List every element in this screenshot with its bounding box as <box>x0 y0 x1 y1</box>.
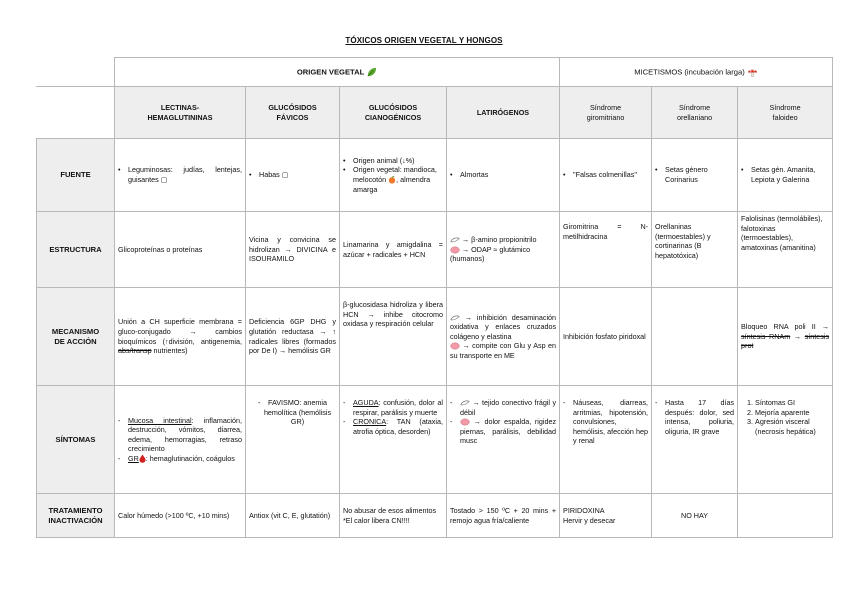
corner-cell <box>37 58 115 87</box>
sintomas-pea-text: → tejido conectivo frágil y débil <box>460 398 557 417</box>
group-header-vegetal <box>115 58 560 87</box>
sintomas-gr <box>128 454 242 464</box>
cell-sintomas-faloideo <box>738 386 833 494</box>
brain-icon <box>450 246 460 254</box>
pea-pod-icon-3 <box>460 399 470 407</box>
sintomas-cronica-title: CRONICA <box>353 417 387 427</box>
col-lectinas: LECTINAS- HEMAGLUTININAS <box>115 87 246 139</box>
mecanismo-pea-line <box>450 313 556 342</box>
group-micetismos-label: MICETISMOS (incubación larga) <box>634 67 745 76</box>
estructura-brain-line <box>450 245 556 264</box>
page-title: TÓXICOS ORIGEN VEGETAL Y HONGOS <box>345 36 503 45</box>
row-label-estructura: ESTRUCTURA <box>37 212 115 288</box>
sintomas-faloideo-1: 1. Síntomas GI <box>755 398 829 408</box>
group-vegetal-label: ORIGEN VEGETAL <box>296 67 365 76</box>
cell-tratamiento-faloideo <box>738 494 833 538</box>
tratamiento-cianogenicos-text: No abusar de esos alimentos <box>343 505 437 515</box>
cell-tratamiento-giromitriano <box>560 494 652 538</box>
sintomas-aguda-title: AGUDA <box>353 398 379 407</box>
sintomas-favismo: - FAVISMO: anemia hemolítica (hemólisis GR) <box>259 398 336 427</box>
mecanismo-lectinas-strike: abs/transp <box>118 346 152 356</box>
estructura-pea-line <box>450 235 556 245</box>
cell-mecanismo-favicos: Deficiencia 6GP DHG y glutatión reductasa → ↑ radicales libres (formados por De I) → hemólisis GR <box>246 288 340 386</box>
sintomas-faloideo-2: 2. Mejoría aparente <box>755 408 829 418</box>
cell-tratamiento-lectinas: Calor húmedo (>100 ºC, +10 mins) <box>115 494 246 538</box>
cell-estructura-latirogenos <box>447 212 560 288</box>
sintomas-brain <box>460 417 556 446</box>
peach-icon <box>388 176 396 184</box>
cell-sintomas-giromitriano <box>560 386 652 494</box>
mushroom-icon <box>747 67 758 78</box>
col-faloideo: Síndrome faloideo <box>738 87 833 139</box>
sintomas-mucosa <box>128 416 242 454</box>
col-orellaniano: Síndrome orellaniano <box>652 87 738 139</box>
corner-cell-2 <box>37 87 115 139</box>
fuente-origen-vegetal-text-2: , almendra amarga <box>353 175 431 194</box>
cell-mecanismo-latirogenos <box>447 288 560 386</box>
mecanismo-pea-text: → inhibición desaminación oxidativa y enlaces cruzados colágeno y elastina <box>450 312 557 341</box>
fuente-latirogenos-text: • Almortas <box>460 170 556 180</box>
fuente-lectinas-text: • Leguminosas: judías, lentejas, guisantes ▢ <box>128 165 242 184</box>
cell-mecanismo-orellaniano <box>652 288 738 386</box>
sintomas-gr-text: : hemaglutinación, coágulos <box>145 453 235 463</box>
sintomas-orellaniano-text: - Hasta 17 días después: dolor, sed intensa, poliuria, oliguria, IR grave <box>665 398 734 436</box>
brain-icon-3 <box>460 418 470 426</box>
estructura-brain-text: → ODAP ≈ glutámico (humanos) <box>450 244 531 264</box>
sintomas-gr-title: GR <box>128 453 139 463</box>
tratamiento-cianogenicos-note: *El calor libera CN!!!! <box>343 515 410 525</box>
col-cianogenicos: GLUCÓSIDOS CIANOGÉNICOS <box>340 87 447 139</box>
cell-sintomas-cianogenicos <box>340 386 447 494</box>
sintomas-pea <box>460 398 556 417</box>
mecanismo-faloideo-arrow: → <box>790 331 805 341</box>
tratamiento-hervir: Hervir y desecar <box>563 515 616 525</box>
row-label-fuente: FUENTE <box>37 139 115 212</box>
cell-fuente-lectinas <box>115 139 246 212</box>
cell-fuente-latirogenos <box>447 139 560 212</box>
estructura-pea-text: → β-amino propionitrilo <box>462 235 537 245</box>
cell-estructura-giromitriano: Giromitrina = N-metilhidracina <box>560 212 652 288</box>
toxics-table <box>36 57 833 538</box>
sintomas-aguda <box>353 398 443 417</box>
sintomas-cronica <box>353 417 443 436</box>
mecanismo-lectinas-text-2: nutrientes) <box>151 346 188 356</box>
fuente-orellaniano-text: • Setas género Corinarius <box>665 165 734 184</box>
cell-tratamiento-favicos: Antiox (vit C, E, glutatión) <box>246 494 340 538</box>
row-label-tratamiento: TRATAMIENTO INACTIVACIÓN <box>37 494 115 538</box>
cell-estructura-lectinas: Glicoproteínas o proteínas <box>115 212 246 288</box>
sintomas-mucosa-title: Mucosa intestinal <box>128 415 192 425</box>
fuente-favicos-text: • Habas ▢ <box>259 170 336 180</box>
col-giromitriano: Síndrome giromitriano <box>560 87 652 139</box>
sintomas-faloideo-3: 3. Agresión visceral (necrosis hepática) <box>755 417 829 436</box>
cell-estructura-faloideo: Falolisinas (termolábiles), falotoxinas (termoestables), amatoxinas (amanitina) <box>738 212 833 288</box>
brain-icon-2 <box>450 342 460 350</box>
cell-tratamiento-latirogenos: Tostado > 150 ºC + 20 mins + remojo agua fría/caliente <box>447 494 560 538</box>
cell-fuente-faloideo <box>738 139 833 212</box>
cell-fuente-orellaniano <box>652 139 738 212</box>
col-latirogenos: LATIRÓGENOS <box>447 87 560 139</box>
mecanismo-lectinas-text: Unión a CH superficie membrana = gluco-conjugado → cambios bioquímicos (↑división, antigenemia, <box>118 317 242 346</box>
cell-mecanismo-faloideo <box>738 288 833 386</box>
cell-sintomas-lectinas <box>115 386 246 494</box>
cell-fuente-cianogenicos <box>340 139 447 212</box>
cell-estructura-favicos: Vicina y convicina se hidrolizan → DIVICINA e ISOURAMILO <box>246 212 340 288</box>
cell-tratamiento-orellaniano: NO HAY <box>652 494 738 538</box>
cell-mecanismo-lectinas <box>115 288 246 386</box>
mecanismo-faloideo-strike-1: síntesis RNAm <box>741 331 791 341</box>
fuente-origen-vegetal-text: Origen vegetal: mandioca, melocotón <box>353 165 437 184</box>
fuente-giromitriano-text: • "Falsas colmenillas" <box>573 170 648 180</box>
blood-drop-icon <box>139 454 146 463</box>
sintomas-giromitriano-text: - Náuseas, diarreas, arritmias, hipotensión, convulsiones, hemólisis, afección hep y renal <box>573 398 648 446</box>
cell-sintomas-orellaniano <box>652 386 738 494</box>
row-label-mecanismo: MECANISMO DE ACCIÓN <box>37 288 115 386</box>
sintomas-mucosa-text: : inflamación, destrucción, vómitos, diarrea, edema, hemorragias, retraso crecimiento <box>128 415 242 454</box>
group-header-micetismos <box>560 58 833 87</box>
col-faviccos: GLUCÓSIDOS FÁVICOS <box>246 87 340 139</box>
mecanismo-brain-text: → compite con Glu y Asp en su transporte en ME <box>450 341 557 360</box>
mecanismo-faloideo-text: Bloqueo RNA poli II → <box>741 322 830 332</box>
sintomas-brain-text: → dolor espalda, rigidez piernas, parálisis, debilidad musc <box>460 417 557 446</box>
cell-fuente-giromitriano <box>560 139 652 212</box>
cell-mecanismo-giromitriano: Inhibición fosfato piridoxal <box>560 288 652 386</box>
pea-pod-icon <box>450 236 460 244</box>
cell-tratamiento-cianogenicos <box>340 494 447 538</box>
mecanismo-faloideo-strike-2: síntesis prot <box>741 331 830 351</box>
cell-fuente-favicos <box>246 139 340 212</box>
sintomas-cronica-text: : TAN (ataxia, atrofia óptica, desorden) <box>353 417 443 436</box>
leaf-icon <box>366 67 377 78</box>
cell-estructura-cianogenicos: Linamarina y amigdalina = azúcar + radicales + HCN <box>340 212 447 288</box>
tratamiento-piridoxina: PIRIDOXINA <box>563 505 605 515</box>
fuente-origen-vegetal <box>353 165 443 194</box>
cell-sintomas-favicos <box>246 386 340 494</box>
sintomas-aguda-text: : confusión, dolor al respirar, parálisis y muerte <box>353 398 443 417</box>
fuente-origen-animal: • Origen animal (↓%) <box>353 156 443 166</box>
row-label-sintomas: SÍNTOMAS <box>37 386 115 494</box>
cell-sintomas-latirogenos <box>447 386 560 494</box>
pea-pod-icon-2 <box>450 314 460 322</box>
cell-estructura-orellaniano: Orellaninas (termoestables) y cortinarinas (B hepatotóxica) <box>652 212 738 288</box>
fuente-faloideo-text: • Setas gén. Amanita, Lepiota y Galerina <box>751 165 829 184</box>
cell-mecanismo-cianogenicos: β-glucosidasa hidroliza y libera HCN → inhibe citocromo oxidasa y respiración celular <box>340 288 447 386</box>
mecanismo-brain-line <box>450 341 556 360</box>
